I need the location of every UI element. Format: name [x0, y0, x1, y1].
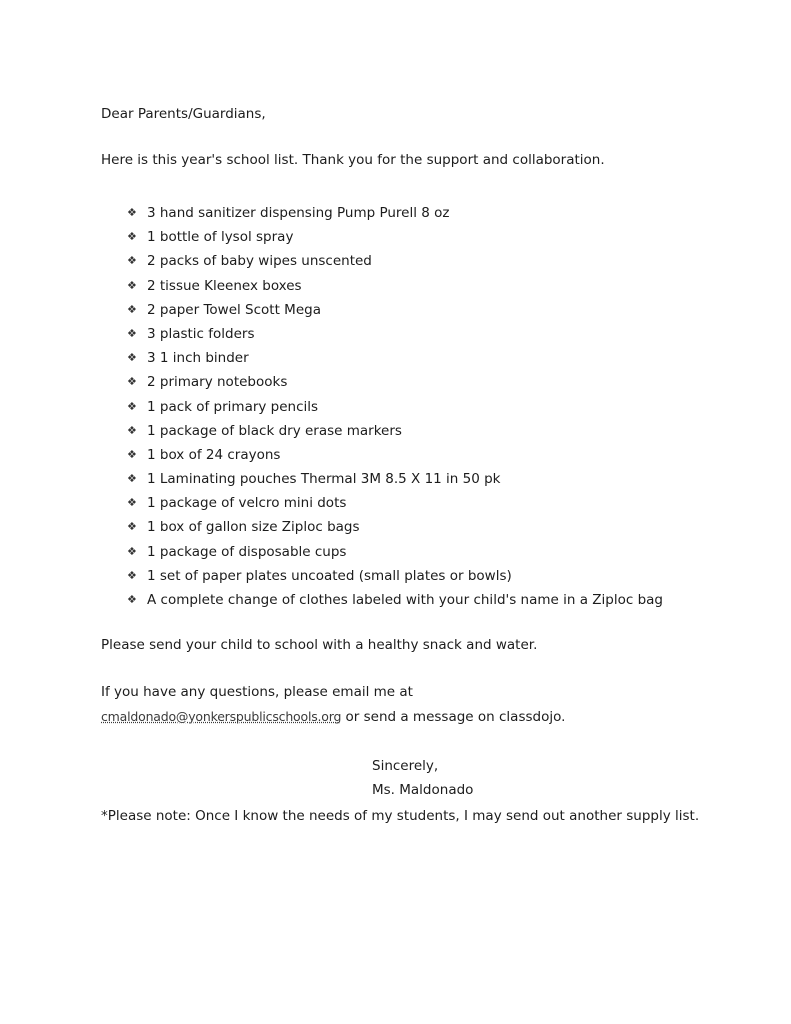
bullet-icon: ❖ — [127, 423, 137, 437]
bullet-icon: ❖ — [127, 230, 137, 244]
bullet-icon: ❖ — [127, 399, 137, 413]
bullet-icon: ❖ — [127, 302, 137, 316]
bullet-icon: ❖ — [127, 568, 137, 582]
supply-item — [127, 274, 663, 298]
supply-item-text: 3 hand sanitizer dispensing Pump Purell 8 oz — [147, 205, 450, 221]
supply-item — [127, 395, 663, 419]
bullet-icon: ❖ — [127, 447, 137, 461]
supply-item — [127, 588, 663, 612]
postscript-note: *Please note: Once I know the needs of my students, I may send out another supply list. — [101, 808, 700, 824]
bullet-icon: ❖ — [127, 254, 137, 268]
supply-item-text: 1 package of disposable cups — [147, 543, 347, 560]
signature: Ms. Maldonado — [372, 782, 474, 798]
contact-line — [101, 709, 565, 725]
supply-item-text: 1 box of gallon size Ziploc bags — [147, 519, 360, 536]
bullet-icon: ❖ — [127, 206, 137, 219]
bullet-icon: ❖ — [127, 326, 137, 340]
supply-item-text: 1 package of black dry erase markers — [147, 422, 402, 439]
supply-item — [127, 515, 663, 539]
supply-item — [127, 491, 663, 515]
supply-item-text: 3 1 inch binder — [147, 350, 249, 367]
supply-item-text: 1 Laminating pouches Thermal 3M 8.5 X 11 in 50 pk — [147, 471, 501, 488]
bullet-icon: ❖ — [127, 520, 137, 534]
supply-item-text: A complete change of clothes labeled with your child's name in a Ziploc bag — [147, 592, 663, 608]
supply-item-text: 2 packs of baby wipes unscented — [147, 253, 372, 270]
supply-item-text: 2 tissue Kleenex boxes — [147, 277, 302, 294]
greeting: Dear Parents/Guardians, — [101, 106, 266, 122]
supply-item — [127, 322, 663, 346]
snack-note: Please send your child to school with a healthy snack and water. — [101, 637, 538, 653]
supply-item — [127, 540, 663, 564]
closing: Sincerely, — [372, 758, 439, 774]
questions-line: If you have any questions, please email me at — [101, 684, 413, 700]
supply-item-text: 1 box of 24 crayons — [147, 446, 281, 463]
supply-item — [127, 201, 663, 225]
supply-item-text: 1 package of velcro mini dots — [147, 495, 347, 512]
supply-item — [127, 443, 663, 467]
bullet-icon: ❖ — [127, 593, 137, 606]
contact-suffix: or send a message on classdojo. — [341, 709, 566, 725]
supply-item-text: 1 set of paper plates uncoated (small plates or bowls) — [147, 567, 512, 584]
supply-item — [127, 225, 663, 249]
intro-paragraph: Here is this year's school list. Thank you for the support and collaboration. — [101, 152, 605, 168]
bullet-icon: ❖ — [127, 351, 137, 365]
bullet-icon: ❖ — [127, 278, 137, 292]
supply-item — [127, 564, 663, 588]
supply-item-text: 2 primary notebooks — [147, 374, 288, 391]
bullet-icon: ❖ — [127, 496, 137, 510]
supply-item — [127, 298, 663, 322]
supply-item-text: 1 pack of primary pencils — [147, 398, 319, 415]
supply-item — [127, 249, 663, 273]
supply-item — [127, 419, 663, 443]
supply-item-text: 1 bottle of lysol spray — [147, 229, 294, 246]
bullet-icon: ❖ — [127, 472, 137, 486]
supply-item-text: 3 plastic folders — [147, 325, 255, 342]
supply-list — [127, 201, 663, 612]
supply-item — [127, 467, 663, 491]
email-link[interactable]: cmaldonado@yonkerspublicschools.org — [101, 709, 342, 724]
supply-item — [127, 370, 663, 394]
bullet-icon: ❖ — [127, 375, 137, 389]
supply-item-text: 2 paper Towel Scott Mega — [147, 301, 321, 318]
supply-item — [127, 346, 663, 370]
bullet-icon: ❖ — [127, 544, 137, 558]
